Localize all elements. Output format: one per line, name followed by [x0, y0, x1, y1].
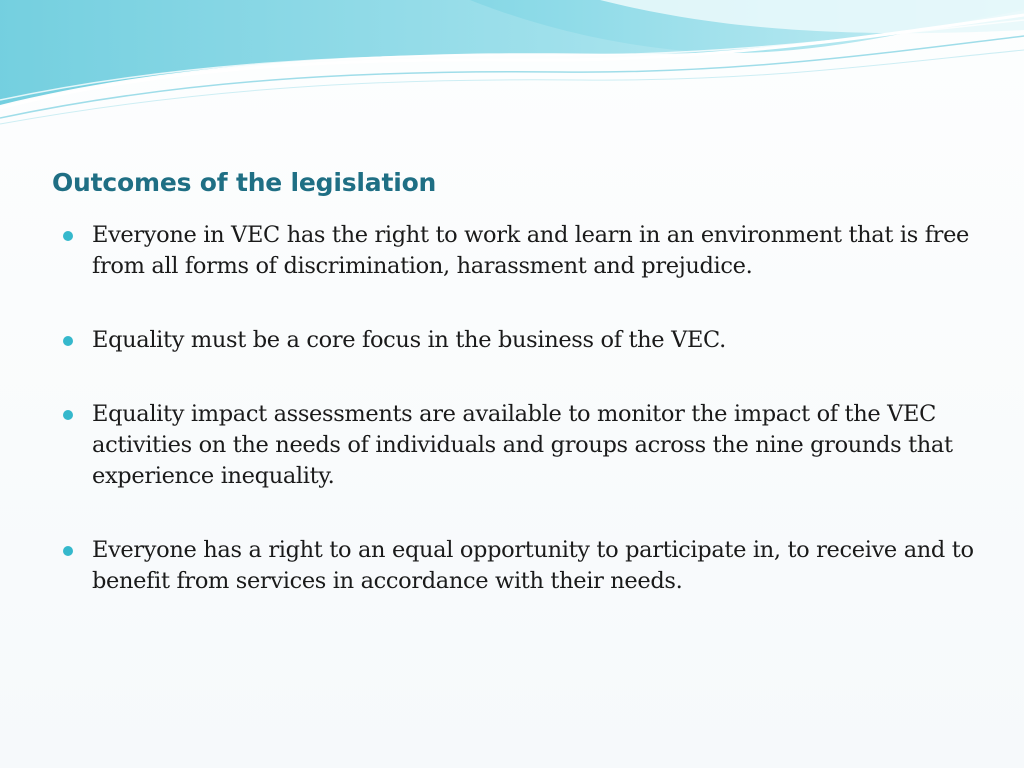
bullet-text: Equality impact assessments are available to monitor the impact of the VEC activities on the needs of individuals and groups across the nine grounds that experience inequality. [92, 401, 953, 489]
bullet-dot-icon [63, 546, 73, 556]
bullet-item [62, 535, 1002, 597]
bullet-item [62, 399, 1002, 492]
slide-title: Outcomes of the legislation [52, 168, 437, 197]
bullet-item [62, 325, 1002, 356]
bullet-dot-icon [63, 231, 73, 241]
header-wave-decoration [0, 0, 1024, 130]
bullet-text: Everyone in VEC has the right to work and learn in an environment that is free from all forms of discrimination, harassment and prejudice. [92, 222, 970, 279]
bullet-text: Equality must be a core focus in the business of the VEC. [92, 327, 726, 353]
bullet-dot-icon [63, 410, 73, 420]
bullet-text: Everyone has a right to an equal opportunity to participate in, to receive and to benefit from services in accordance with their needs. [92, 537, 974, 594]
bullet-dot-icon [63, 336, 73, 346]
bullet-list [62, 220, 1002, 640]
bullet-item [62, 220, 1002, 282]
